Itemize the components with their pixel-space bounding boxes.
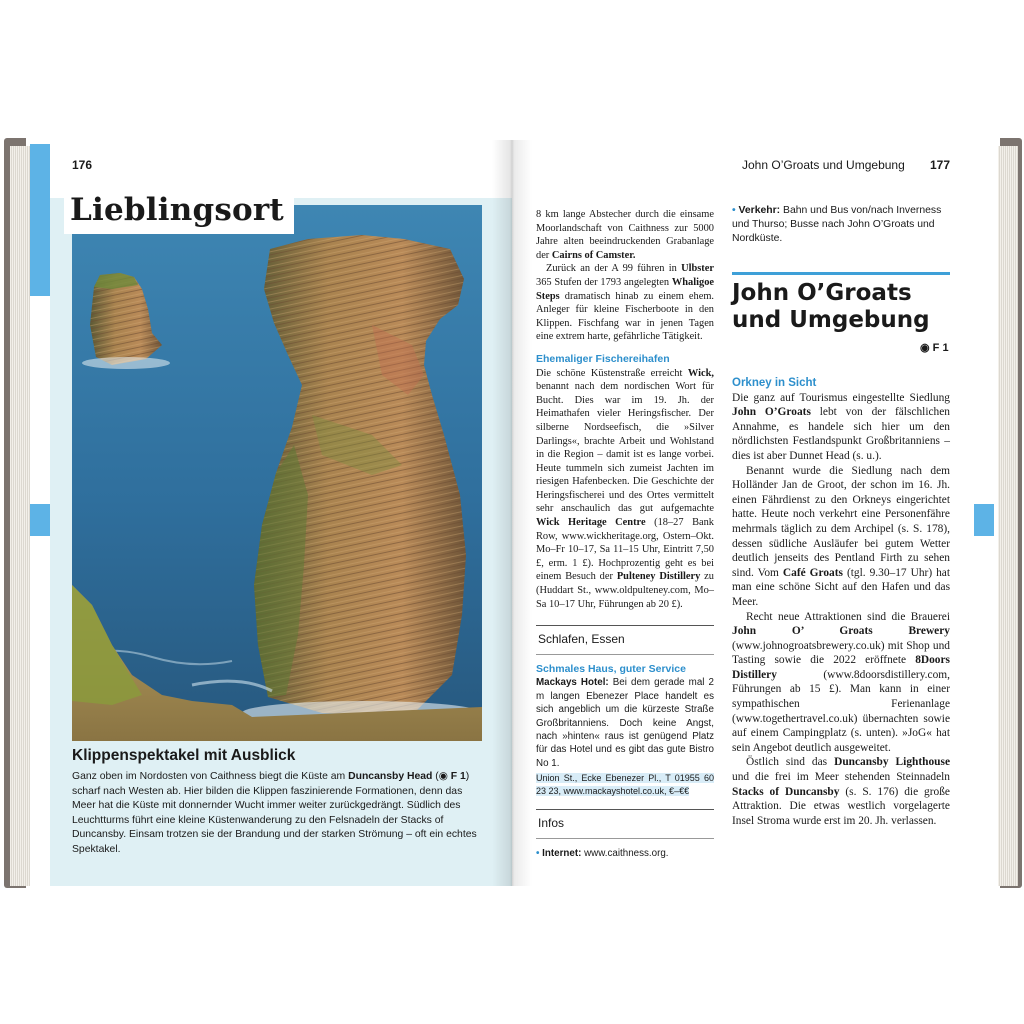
subheading-hotel: Schmales Haus, guter Service	[536, 662, 686, 675]
bullet-icon: •	[536, 848, 540, 860]
section-title: John O’Groats und Umgebung	[732, 280, 930, 333]
section-infos: Infos	[536, 809, 714, 839]
running-head: John O’Groats und Umgebung	[742, 158, 905, 172]
paragraph: Recht neue Attraktionen sind die Brauerei John O’ Groats Brewery (www.johnogroatsbrewery.co.uk) mit Shop und Tasting sowie die 2022 eröffnete 8Doors Distillery (www.8doorsdistillery.com, Führungen ab 15 £). Man kann in einer sympathischen Ferienanlage (www.togethertravel.co.uk) übernachten sowie auf einem Campingplatz (s. unten). »JoG« hat sein Angebot deutlich ausgeweitet.	[732, 610, 950, 754]
hotel-description: Mackays Hotel: Bei dem gerade mal 2 m langen Ebenezer Place handelt es sich angeblich um die kürzeste Straße Großbritanniens. Doch keine Angst, nach »hinten« raus ist genügend Platz für das Hotel und es gibt das gute Bistro No 1.	[536, 677, 714, 769]
paragraph: Die schöne Küstenstraße erreicht Wick, benannt nach dem nordischen Wort für Bucht. Dies war im 19. Jh. der Heimathafen vieler Heringsfischer. Der silberne Nordseefisch, die »Silver Darlings«, brachte Arbeit und Wohlstand in die Region – damit ist es lange vorbei. Heute tummeln sich zumeist Jachten im riesigen Hafenbecken. Die Geschichte der Heringsfischerei und des Ortes vermittelt sehr anschaulich das gut aufgemachte Wick Heritage Centre (18–27 Bank Row, www.wickheritage.org, Ostern–Okt. Mo–Fr 10–17, Sa 11–15 Uhr, Eintritt 7,50 £, erm. 1 £). Hochprozentig geht es bei einem Besuch der Pulteney Distillery zu (Huddart St., www.oldpulteney.com, Mo–Sa 10–17 Uhr, Führungen ab 20 £).	[536, 367, 714, 610]
paragraph: Zurück an der A 99 führen in Ulbster 365 Stufen der 1793 angelegten Whaligoe Steps dramatisch hinab zu einem ehem. Anleger für kleine Fischerboote in den Klippen. Fischfang war in jenen Tagen eine extrem harte, gefährliche Tätigkeit.	[536, 263, 715, 343]
chapter-tab-right	[974, 504, 994, 536]
middle-column	[536, 208, 714, 861]
section-sleep-eat: Schlafen, Essen	[536, 625, 714, 655]
map-pin-icon: ◉	[920, 342, 930, 354]
right-column	[732, 376, 950, 828]
page-edges-left	[10, 146, 32, 886]
caption-text: Ganz oben im Nordosten von Caithness biegt die Küste am Duncansby Head (◉ F 1) scharf nach Westen ab. Hier bilden die Klippen faszinierende Formationen, denn das Meer hat die Küste mit donnernder Wucht immer weiter zurückgedrängt. Südlich des Leuchtturms führt eine kleine Küstenwanderung zu den Felsnadeln der Stacks of Duncansby. Einsam trotzen sie der Brandung und der starken Strömung – oft ein echtes Spektakel.	[72, 771, 477, 855]
sea-stack-photo	[72, 205, 482, 741]
favorite-place-label: Lieblingsort	[64, 190, 294, 234]
chapter-tab-left-top	[30, 144, 50, 296]
traffic-info: • Verkehr: Bahn und Bus von/nach Inverness und Thurso; Busse nach John O’Groats und Nordküste.	[732, 205, 942, 244]
page-number-left: 176	[72, 158, 93, 172]
map-pin-icon: ◉	[438, 771, 448, 782]
paragraph: 8 km lange Abstecher durch die einsame Moorlandschaft von Caithness zur 5000 Jahre alten beeindruckenden Grabanlage der Cairns of Camster.	[536, 209, 714, 261]
page-number-right: 177	[930, 158, 951, 172]
paragraph: Die ganz auf Tourismus eingestellte Siedlung John O’Groats lebt von der fälschlichen Annahme, es handele sich hier um den nördlichsten Festlandspunkt Großbritanniens – dies ist aber Dunnet Head (s. u.).	[732, 391, 950, 462]
caption-title: Klippenspektakel mit Ausblick	[72, 747, 296, 764]
internet-info: • Internet: www.caithness.org.	[536, 848, 669, 860]
chapter-tab-left-mid	[30, 504, 50, 536]
bullet-icon: •	[732, 205, 736, 216]
subheading-orkney: Orkney in Sicht	[732, 377, 817, 389]
paragraph: Östlich sind das Duncansby Lighthouse und die frei im Meer stehenden Steinnadeln Stacks of Duncansby (s. S. 176) die große Attraktion. Die etwas westlich vorgelagerte Insel Stroma wurde erst im 20. Jh. verlassen.	[732, 756, 950, 827]
subheading-fishing-port: Ehemaliger Fischereihafen	[536, 352, 670, 365]
paragraph: Benannt wurde die Siedlung nach dem Holländer Jan de Groot, der schon im 16. Jh. einen Fährdienst zu den Orkneys eingerichtet hatte. Heute noch verkehrt eine Personenfähre mehrmals täglich zu dem Archipel (s. S. 178), dessen südliche Ausläufer bei gutem Wetter deutlich jenseits des Pentland Firth zu sehen sind. Vom Café Groats (tgl. 9.30–17 Uhr) hat man eine schöne Sicht auf den Hafen und das Meer.	[732, 464, 950, 608]
section-rule	[732, 272, 950, 275]
grid-reference: ◉ F 1	[920, 342, 949, 354]
hotel-contact: Union St., Ecke Ebenezer Pl., T 01955 60 23 23, www.mackayshotel.co.uk, €–€€	[536, 773, 714, 796]
